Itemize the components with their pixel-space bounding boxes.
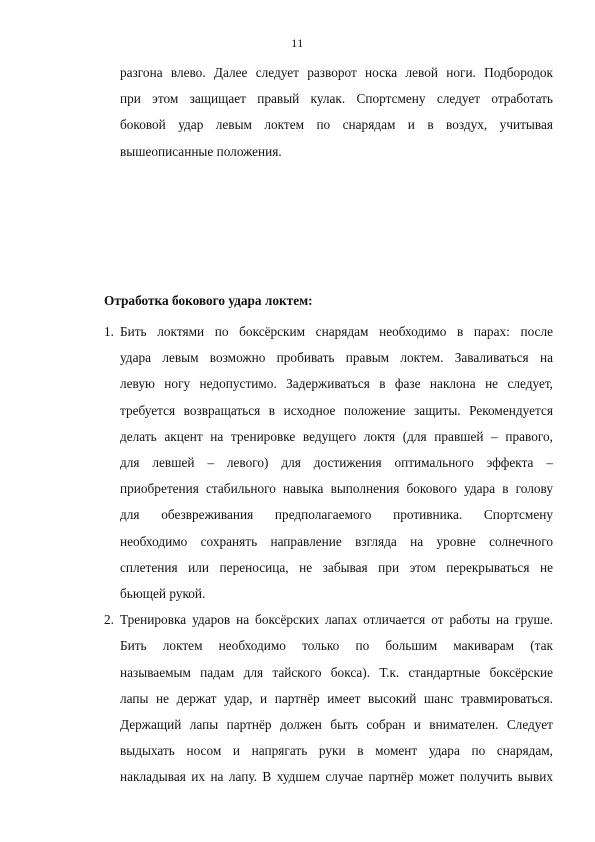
list-item-line: для левшей – левого) для достижения оптимального эффекта – [120,455,553,471]
intro-line: при этом защищает правый кулак. Спортсмену следует отработать [120,91,553,107]
numbered-list [104,319,553,791]
list-item-number: 1. [104,324,114,339]
section-heading: Отработка бокового удара локтем: [104,293,313,308]
list-item-line: бьющей рукой. [120,586,206,602]
list-item-line: Бить локтями по боксёрским снарядам необходимо в парах: после [120,324,553,339]
list-item [104,319,553,607]
list-item-line: приобретения стабильного навыка выполнения бокового удара в голову [120,481,553,497]
list-item-line: сплетения или переносица, не забывая при этом перекрываться не [120,559,553,575]
list-item-line: требуется возвращаться в исходное положение защиты. Рекомендуется [120,402,553,418]
list-item-line: удара левым возможно пробивать правым локтем. Заваливаться на [120,350,553,366]
page-number: 11 [291,36,304,50]
list-item-line: лапы не держат удар, и партнёр имеет высокий шанс травмироваться. [120,690,553,706]
list-item-line: левую ногу недопустимо. Задерживаться в фазе наклона не следует, [120,376,553,392]
intro-paragraph [120,60,553,165]
list-item-line: накладывая их на лапу. В худшем случае партнёр может получить вывих [120,769,553,785]
list-item [104,607,553,790]
intro-line: боковой удар левым локтем по снарядам и в воздух, учитывая [120,117,553,133]
list-item-line: Тренировка ударов на боксёрских лапах отличается от работы на груше. [120,612,553,628]
intro-line: разгона влево. Далее следует разворот носка левой ноги. Подбородок [120,65,553,80]
list-item-line: необходимо сохранять направление взгляда на уровне солнечного [120,533,553,549]
list-item-line: для обезвреживания предполагаемого противника. Спортсмену [120,507,553,523]
intro-line: вышеописанные положения. [120,143,282,159]
list-item-number: 2. [104,612,114,628]
list-item-line: Бить локтем необходимо только по большим макиварам (так [120,638,553,654]
list-item-line: делать акцент на тренировке ведущего локтя (для правшей – правого, [120,428,553,444]
list-item-line: выдыхать носом и напрягать руки в момент удара по снарядам, [120,743,553,759]
list-item-line: называемым падам для тайского бокса). Т.к. стандартные боксёрские [120,664,553,680]
list-item-line: Держащий лапы партнёр должен быть собран и внимателен. Следует [120,717,553,733]
